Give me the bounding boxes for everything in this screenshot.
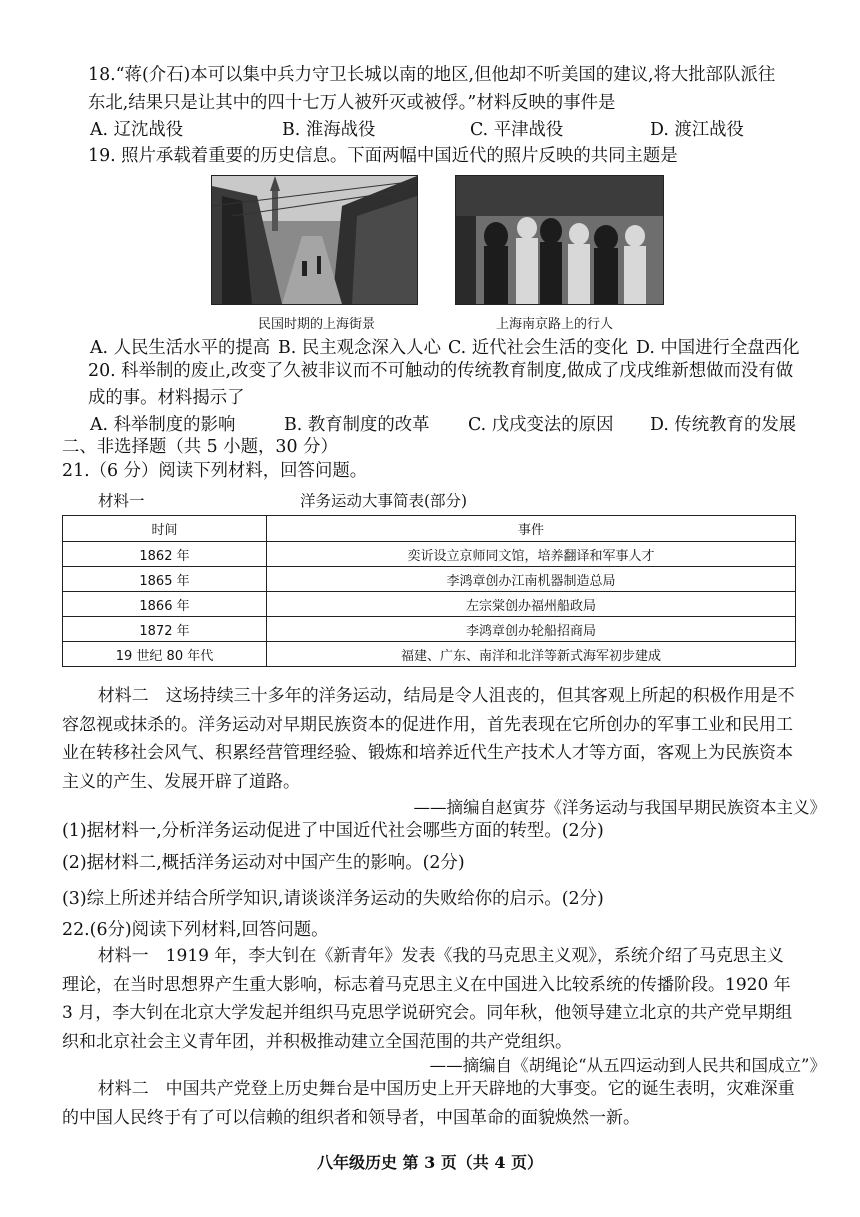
q19-option-d: D. 中国进行全盘西化 xyxy=(636,338,800,358)
q21-stem: 21.（6 分）阅读下列材料，回答问题。 xyxy=(62,461,368,481)
q22-material2 xyxy=(62,1075,797,1132)
q22-material2-text: 材料二 中国共产党登上历史舞台是中国历史上开天辟地的大事变。它的诞生表明，灾难深重的中国人民终于有了可以信赖的组织者和领导者，中国革命的面貌焕然一新。 xyxy=(62,1079,795,1128)
q20-option-c: C. 戊戌变法的原因 xyxy=(468,415,614,435)
table-row xyxy=(63,617,796,642)
q20-option-b: B. 教育制度的改革 xyxy=(284,415,430,435)
q18-option-d: D. 渡江战役 xyxy=(650,120,744,140)
q19-option-b: B. 民主观念深入人心 xyxy=(278,338,441,358)
q19-stem: 19. 照片承载着重要的历史信息。下面两幅中国近代的照片反映的共同主题是 xyxy=(88,146,678,166)
q21-table-title: 洋务运动大事简表(部分) xyxy=(300,492,468,510)
q21-sub3: (3)综上所述并结合所学知识,请谈谈洋务运动的失败给你的启示。(2分) xyxy=(62,889,604,909)
caption-right: 上海南京路上的行人 xyxy=(496,317,614,332)
q18-option-c: C. 平津战役 xyxy=(470,120,564,140)
q18-option-a: A. 辽沈战役 xyxy=(90,120,184,140)
q21-material2 xyxy=(62,682,797,796)
cell-time: 1872 年 xyxy=(63,617,267,642)
q20-stem-line1: 20. 科举制的废止,改变了久被非议而不可触动的传统教育制度,做成了戊戌维新想做而没有做 xyxy=(88,361,794,381)
q21-events-table xyxy=(62,515,796,667)
photo-nanjing-road xyxy=(455,175,664,305)
q21-material2-text: 材料二 这场持续三十多年的洋务运动，结局是令人沮丧的，但其客观上所起的积极作用是不容忽视或抹杀的。洋务运动对早期民族资本的促进作用，首先表现在它所创办的军事工业和民用工业在转移社会风气、积累经营管理经验、锻炼和培养近代生产技术人才等方面，客观上为民族资本主义的产生、发展开辟了道路。 xyxy=(62,686,795,792)
q22-material1 xyxy=(62,942,797,1056)
q21-source: ——摘编自赵寅芬《洋务运动与我国早期民族资本主义》 xyxy=(413,798,826,817)
q21-sub1: (1)据材料一,分析洋务运动促进了中国近代社会哪些方面的转型。(2分) xyxy=(62,821,604,841)
q18-option-b: B. 淮海战役 xyxy=(282,120,376,140)
cell-event: 奕䜣设立京师同文馆，培养翻译和军事人才 xyxy=(267,542,796,567)
cell-event: 福建、广东、南洋和北洋等新式海军初步建成 xyxy=(267,642,796,667)
cell-event: 李鸿章创办轮船招商局 xyxy=(267,617,796,642)
col-header-event: 事件 xyxy=(267,516,796,542)
q20-option-a: A. 科举制度的影响 xyxy=(90,415,236,435)
table-header-row xyxy=(63,516,796,542)
caption-left: 民国时期的上海街景 xyxy=(258,317,376,332)
page-footer: 八年级历史 第 3 页（共 4 页） xyxy=(316,1153,544,1172)
q20-option-d: D. 传统教育的发展 xyxy=(650,415,797,435)
table-row xyxy=(63,642,796,667)
q22-material1-text: 材料一 1919 年，李大钊在《新青年》发表《我的马克思主义观》，系统介绍了马克思主义理论，在当时思想界产生重大影响，标志着马克思主义在中国进入比较系统的传播阶段。1920 年3 月，李大钊在北京大学发起并组织马克思学说研究会。同年秋，他领导建立北京的共产党早期组织和北京社会主义青年团，并积极推动建立全国范围的共产党组织。 xyxy=(62,946,793,1052)
q20-stem-line2: 成的事。材料揭示了 xyxy=(88,388,245,408)
q19-option-c: C. 近代社会生活的变化 xyxy=(448,338,629,358)
q21-material1-label: 材料一 xyxy=(98,492,145,510)
q19-option-a: A. 人民生活水平的提高 xyxy=(90,338,271,358)
q18-stem-line1: 18.“蒋(介石)本可以集中兵力守卫长城以南的地区,但他却不听美国的建议,将大批部队派往 xyxy=(88,65,776,85)
q21-sub2: (2)据材料二,概括洋务运动对中国产生的影响。(2分) xyxy=(62,853,465,873)
section2-heading: 二、非选择题（共 5 小题，30 分） xyxy=(62,437,338,457)
q18-stem-line2: 东北,结果只是让其中的四十七万人被歼灭或被俘。”材料反映的事件是 xyxy=(88,93,616,113)
col-header-time: 时间 xyxy=(63,516,267,542)
cell-event: 左宗棠创办福州船政局 xyxy=(267,592,796,617)
q22-stem: 22.(6分)阅读下列材料,回答问题。 xyxy=(62,920,329,940)
table-row xyxy=(63,542,796,567)
cell-event: 李鸿章创办江南机器制造总局 xyxy=(267,567,796,592)
cell-time: 19 世纪 80 年代 xyxy=(63,642,267,667)
photo-shanghai-street xyxy=(211,175,418,305)
table-row xyxy=(63,567,796,592)
q22-source: ——摘编自《胡绳论“从五四运动到人民共和国成立”》 xyxy=(429,1056,826,1075)
cell-time: 1862 年 xyxy=(63,542,267,567)
cell-time: 1865 年 xyxy=(63,567,267,592)
table-row xyxy=(63,592,796,617)
cell-time: 1866 年 xyxy=(63,592,267,617)
